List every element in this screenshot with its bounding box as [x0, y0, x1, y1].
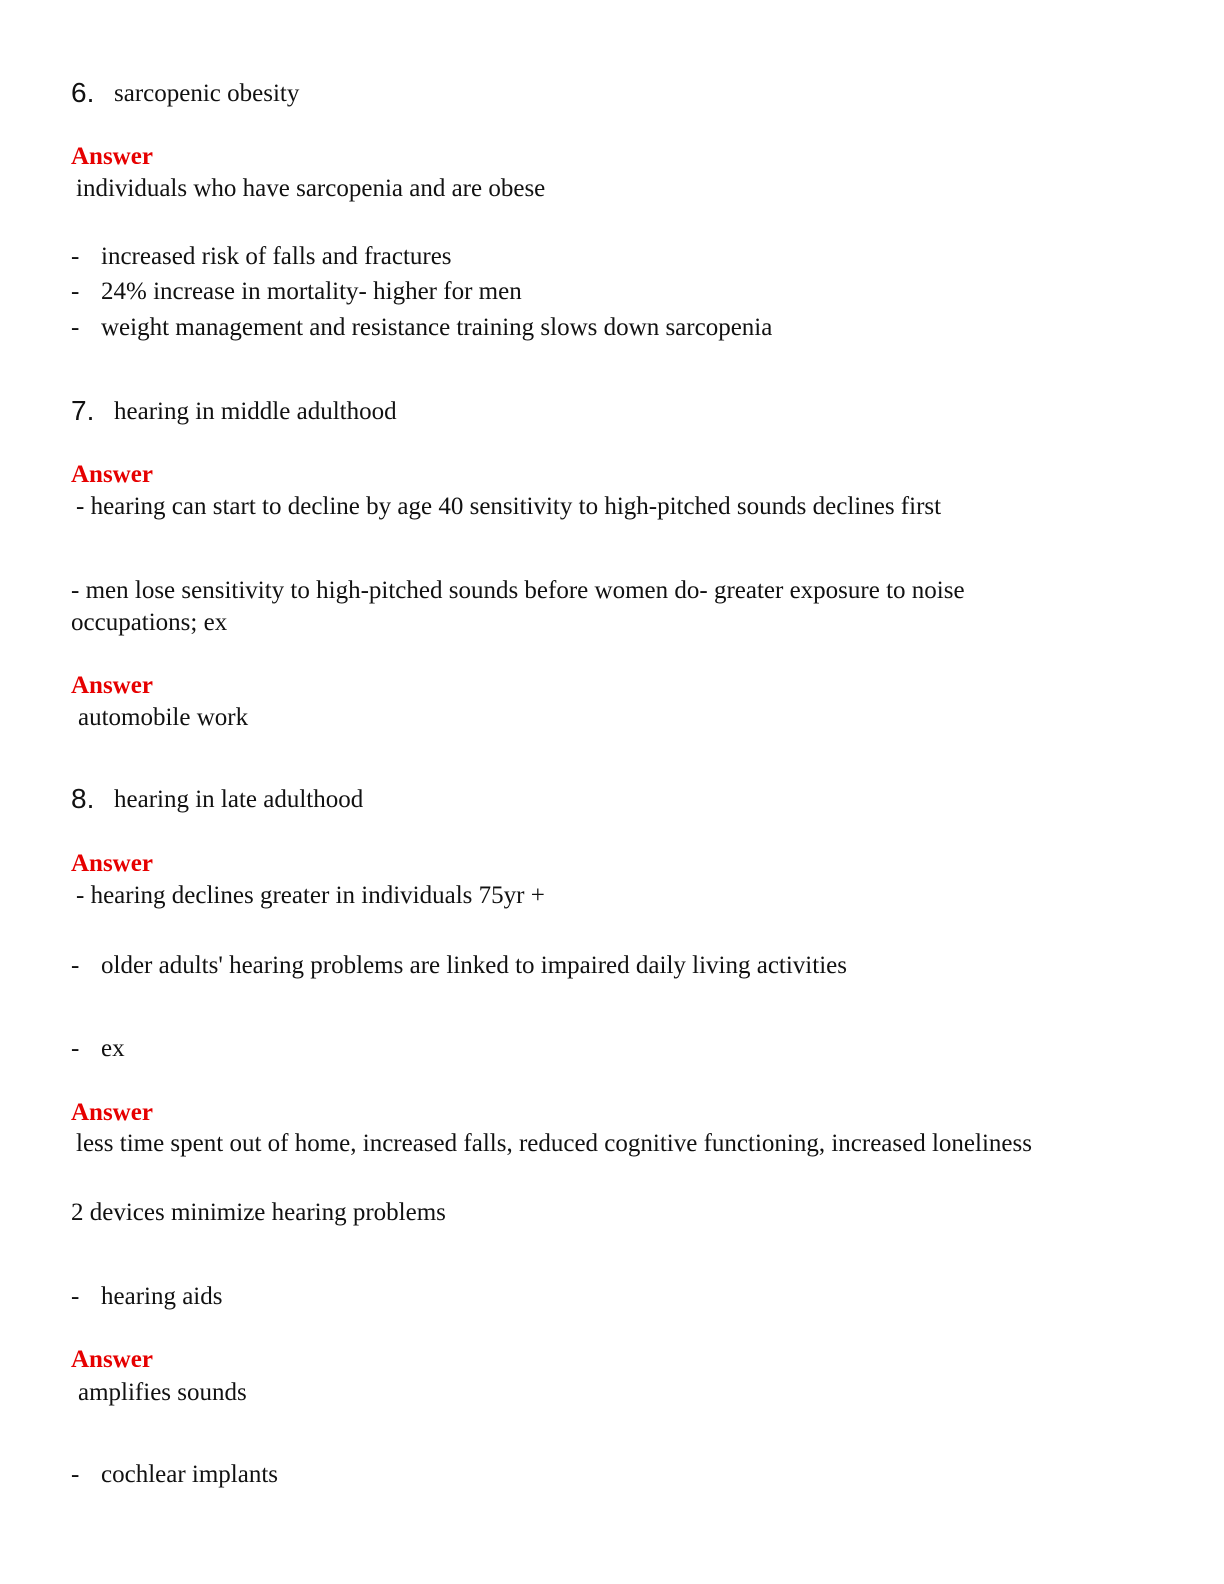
- question-number: 7.: [71, 395, 95, 426]
- answer-label: Answer: [71, 1346, 153, 1373]
- paragraph-line: 2 devices minimize hearing problems: [71, 1199, 446, 1226]
- bullet-dash: -: [71, 1035, 80, 1062]
- question-number: 8.: [71, 783, 95, 814]
- bullet-dash: -: [71, 243, 80, 270]
- answer-text: less time spent out of home, increased falls, reduced cognitive functioning, increased loneliness: [76, 1130, 1032, 1157]
- bullet-dash: -: [71, 1283, 80, 1310]
- bullet-dash: -: [71, 314, 80, 341]
- bullet-item: older adults' hearing problems are linked to impaired daily living activities: [101, 952, 847, 979]
- answer-text: amplifies sounds: [78, 1379, 247, 1406]
- answer-label: Answer: [71, 850, 153, 877]
- question-title: hearing in late adulthood: [114, 786, 364, 813]
- bullet-item: weight management and resistance training slows down sarcopenia: [101, 314, 773, 341]
- answer-text: automobile work: [78, 704, 249, 731]
- answer-text: individuals who have sarcopenia and are obese: [76, 175, 546, 202]
- answer-label: Answer: [71, 1099, 153, 1126]
- bullet-dash: -: [71, 278, 80, 305]
- paragraph-line: occupations; ex: [71, 609, 228, 636]
- bullet-item: increased risk of falls and fractures: [101, 243, 452, 270]
- question-title: hearing in middle adulthood: [114, 398, 397, 425]
- answer-label: Answer: [71, 672, 153, 699]
- bullet-item: ex: [101, 1035, 125, 1062]
- answer-label: Answer: [71, 143, 153, 170]
- question-number: 6.: [71, 77, 95, 108]
- answer-text: - hearing declines greater in individuals 75yr +: [76, 882, 545, 909]
- answer-label: Answer: [71, 461, 153, 488]
- bullet-item: 24% increase in mortality- higher for men: [101, 278, 522, 305]
- bullet-dash: -: [71, 952, 80, 979]
- bullet-dash: -: [71, 1461, 80, 1488]
- question-title: sarcopenic obesity: [114, 80, 300, 107]
- bullet-item: cochlear implants: [101, 1461, 279, 1488]
- paragraph-line: - men lose sensitivity to high-pitched sounds before women do- greater exposure to noise: [71, 577, 965, 604]
- bullet-item: hearing aids: [101, 1283, 223, 1310]
- answer-text: - hearing can start to decline by age 40 sensitivity to high-pitched sounds declines first: [76, 493, 942, 520]
